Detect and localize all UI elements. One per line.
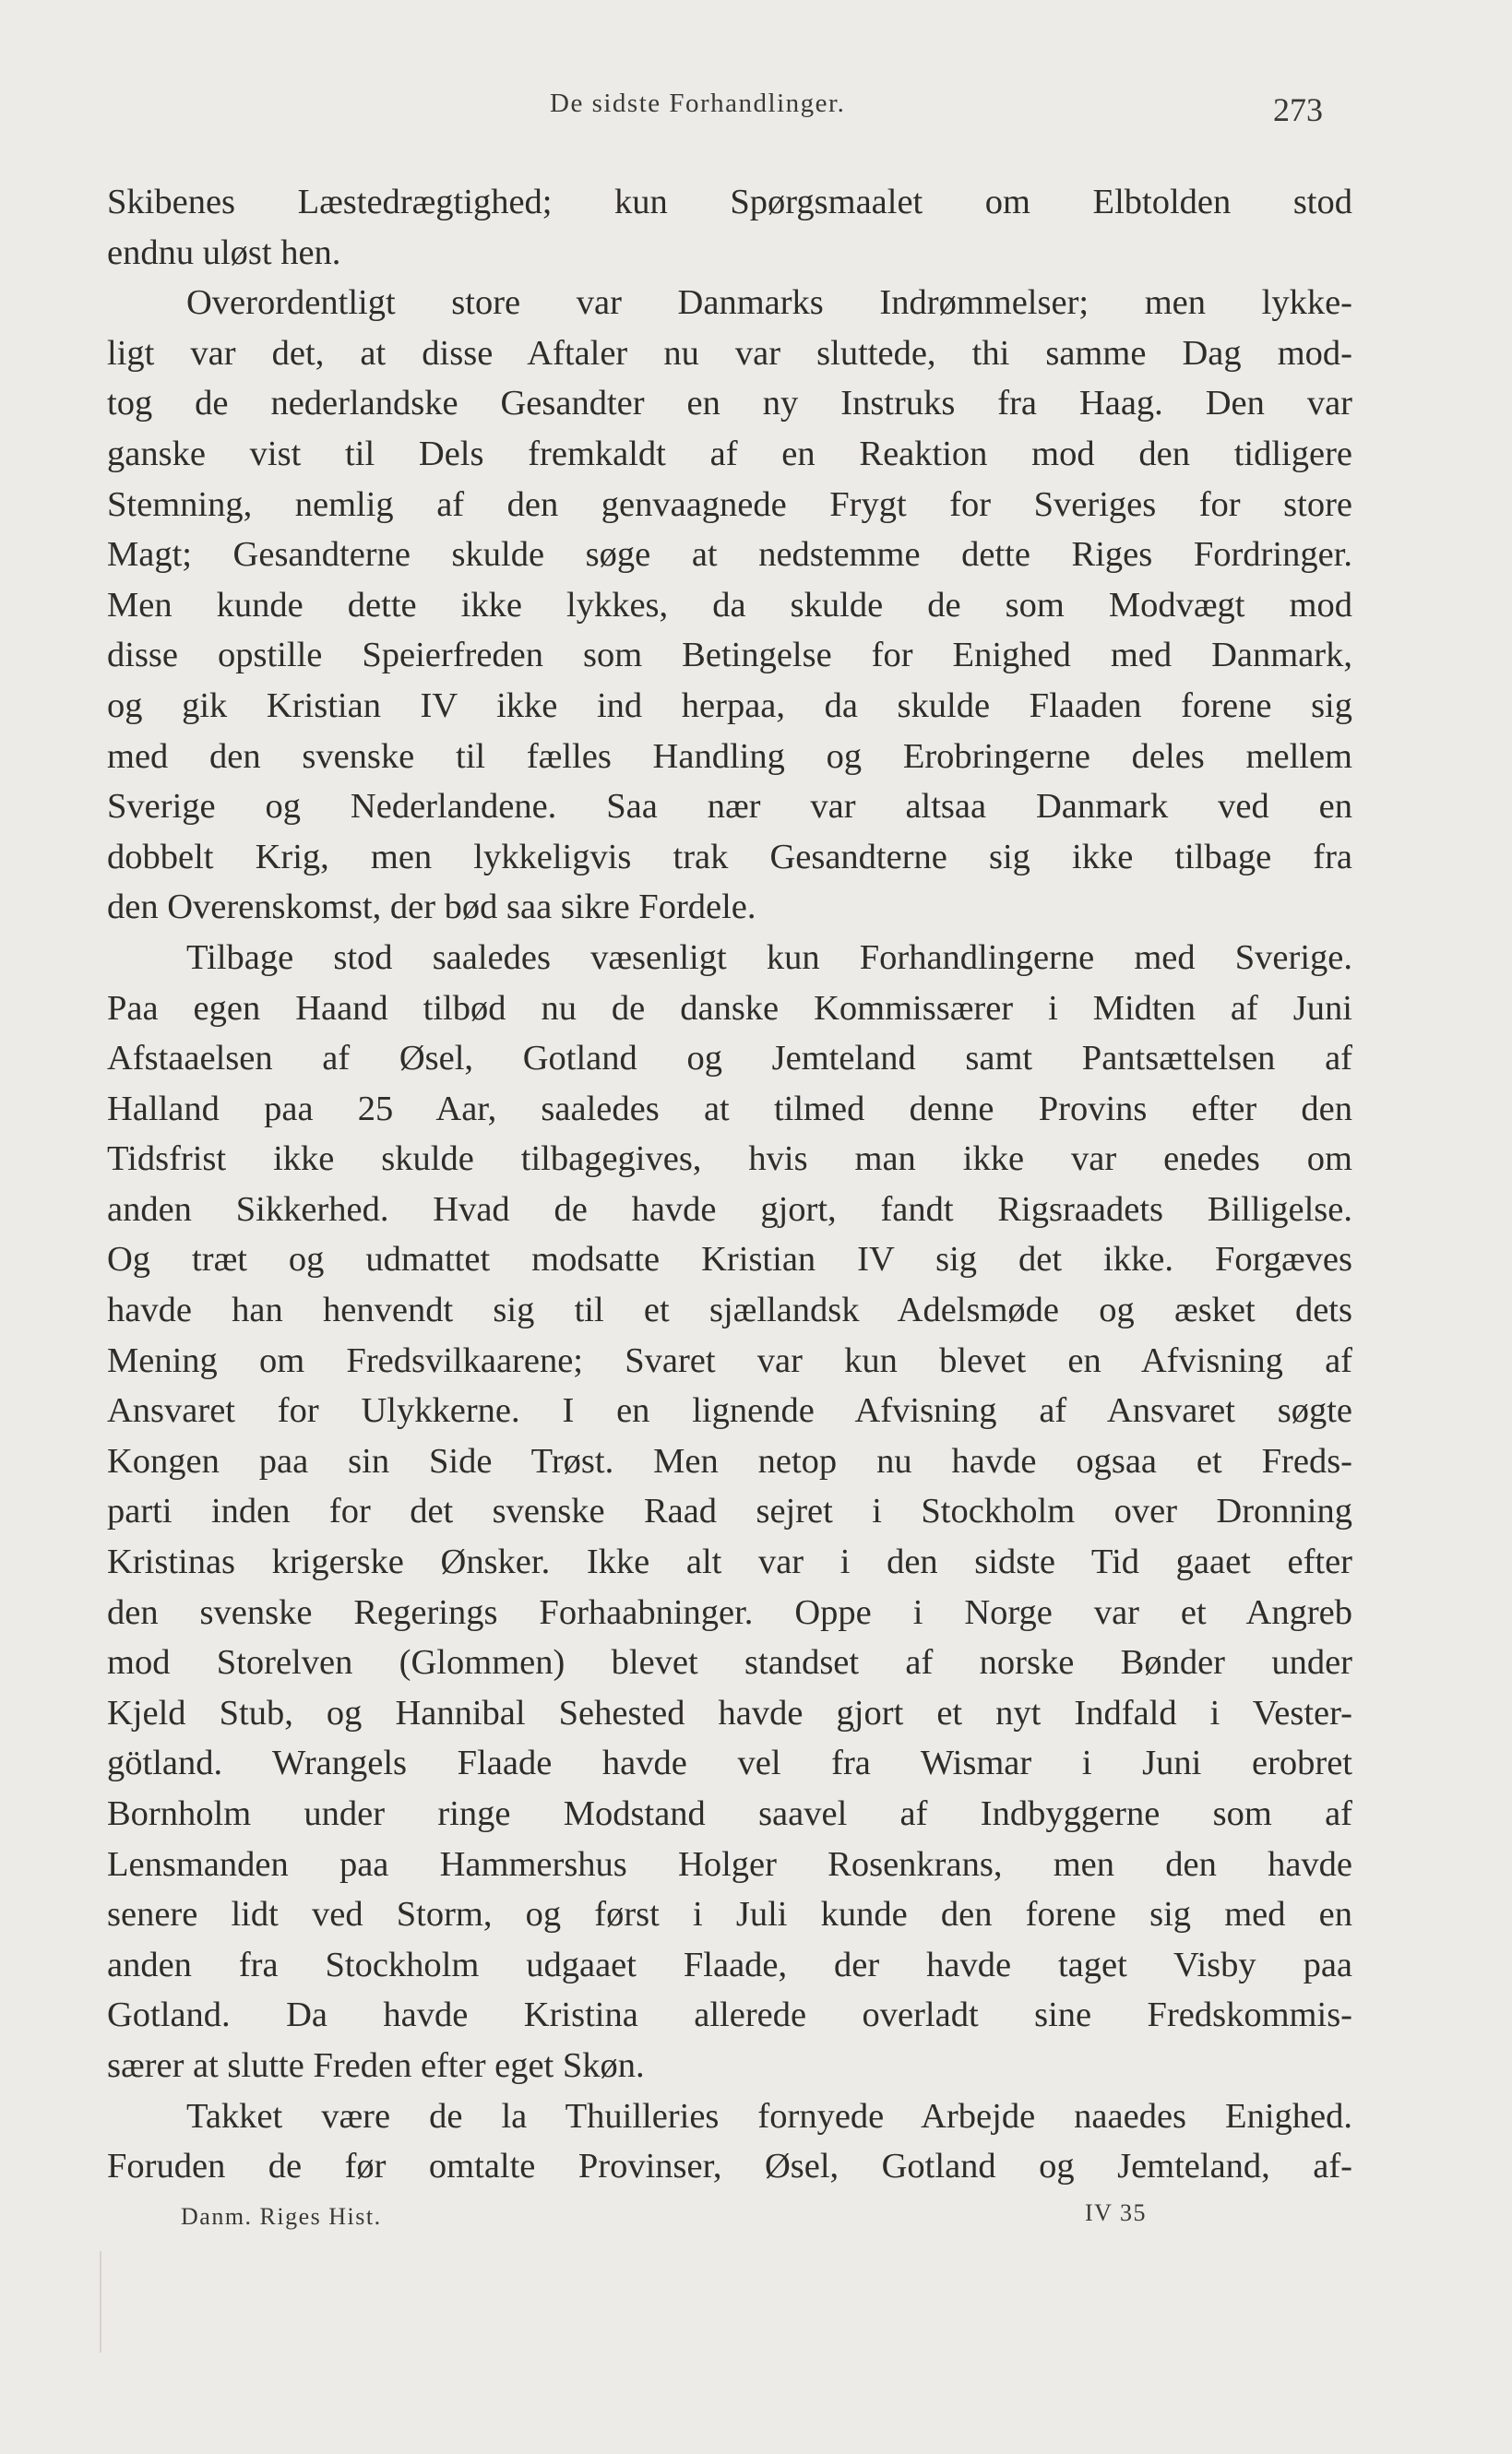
- text-line: senere lidt ved Storm, og først i Juli kunde den forene sig med en: [107, 1895, 1352, 1935]
- signature-mark-left: Danm. Riges Hist.: [181, 2203, 382, 2230]
- text-line: med den svenske til fælles Handling og Erobringerne deles mellem: [107, 736, 1352, 776]
- text-line: Og træt og udmattet modsatte Kristian IV sig det ikke. Forgæves: [107, 1240, 1352, 1280]
- text-line: Tilbage stod saaledes væsenligt kun Forhandlingerne med Sverige.: [186, 937, 1352, 977]
- text-line: Ansvaret for Ulykkerne. I en lignende Afvisning af Ansvaret søgte: [107, 1391, 1352, 1431]
- text-line: havde han henvendt sig til et sjællandsk Adelsmøde og æsket dets: [107, 1291, 1352, 1330]
- text-line: Stemning, nemlig af den genvaagnede Frygt for Sveriges for store: [107, 484, 1352, 524]
- text-line: Kongen paa sin Side Trøst. Men netop nu havde ogsaa et Freds-: [107, 1441, 1352, 1481]
- text-line: anden fra Stockholm udgaaet Flaade, der havde taget Visby paa: [107, 1945, 1352, 1984]
- text-line: Men kunde dette ikke lykkes, da skulde de som Modvægt mod: [107, 585, 1352, 625]
- text-line: Halland paa 25 Aar, saaledes at tilmed denne Provins efter den: [107, 1089, 1352, 1128]
- text-line: götland. Wrangels Flaade havde vel fra Wismar i Juni erobret: [107, 1744, 1352, 1783]
- text-line: endnu uløst hen.: [107, 232, 341, 272]
- text-line: Kjeld Stub, og Hannibal Sehested havde gjort et nyt Indfald i Vester-: [107, 1693, 1352, 1733]
- text-line: Mening om Fredsvilkaarene; Svaret var kun blevet en Afvisning af: [107, 1340, 1352, 1380]
- text-line: og gik Kristian IV ikke ind herpaa, da skulde Flaaden forene sig: [107, 685, 1352, 725]
- text-line: den svenske Regerings Forhaabninger. Oppe i Norge var et Angreb: [107, 1592, 1352, 1632]
- text-line: Tidsfrist ikke skulde tilbagegives, hvis man ikke var enedes om: [107, 1139, 1352, 1179]
- text-line: Sverige og Nederlandene. Saa nær var altsaa Danmark ved en: [107, 787, 1352, 827]
- text-line: Bornholm under ringe Modstand saavel af Indbyggerne som af: [107, 1794, 1352, 1833]
- text-line: Takket være de la Thuilleries fornyede Arbejde naaedes Enighed.: [186, 2096, 1352, 2136]
- text-line: parti inden for det svenske Raad sejret i Stockholm over Dronning: [107, 1492, 1352, 1531]
- text-line: tog de nederlandske Gesandter en ny Instruks fra Haag. Den var: [107, 384, 1352, 423]
- text-line: Skibenes Læstedrægtighed; kun Spørgsmaalet om Elbtolden stod: [107, 183, 1352, 221]
- page-number: 273: [1273, 91, 1323, 128]
- margin-shadow: [100, 2251, 101, 2353]
- text-line: ligt var det, at disse Aftaler nu var sluttede, thi samme Dag mod-: [107, 333, 1352, 373]
- text-line: Foruden de før omtalte Provinser, Øsel, Gotland og Jemteland, af-: [107, 2147, 1352, 2186]
- body-text: [107, 177, 1352, 2192]
- text-line: Lensmanden paa Hammershus Holger Rosenkrans, men den havde: [107, 1844, 1352, 1884]
- text-line: Kristinas krigerske Ønsker. Ikke alt var i den sidste Tid gaaet efter: [107, 1543, 1352, 1582]
- text-line: mod Storelven (Glommen) blevet standset af norske Bønder under: [107, 1643, 1352, 1683]
- text-line: Magt; Gesandterne skulde søge at nedstemme dette Riges Fordringer.: [107, 535, 1352, 575]
- running-head: De sidste Forhandlinger.: [550, 89, 846, 118]
- text-line: ganske vist til Dels fremkaldt af en Reaktion mod den tidligere: [107, 434, 1352, 473]
- text-line: den Overenskomst, der bød saa sikre Fordele.: [107, 887, 756, 927]
- text-line: Paa egen Haand tilbød nu de danske Kommissærer i Midten af Juni: [107, 988, 1352, 1028]
- text-line: dobbelt Krig, men lykkeligvis trak Gesandterne sig ikke tilbage fra: [107, 837, 1352, 876]
- text-line: Afstaaelsen af Øsel, Gotland og Jemteland samt Pantsættelsen af: [107, 1039, 1352, 1078]
- text-line: anden Sikkerhed. Hvad de havde gjort, fandt Rigsraadets Billigelse.: [107, 1189, 1352, 1229]
- text-line: disse opstille Speierfreden som Betingelse for Enighed med Danmark,: [107, 636, 1352, 675]
- signature-mark-right: IV 35: [1085, 2199, 1147, 2226]
- text-line: særer at slutte Freden efter eget Skøn.: [107, 2045, 645, 2085]
- text-line: Gotland. Da havde Kristina allerede overladt sine Fredskommis-: [107, 1995, 1352, 2035]
- text-line: Overordentligt store var Danmarks Indrømmelser; men lykke-: [186, 283, 1352, 323]
